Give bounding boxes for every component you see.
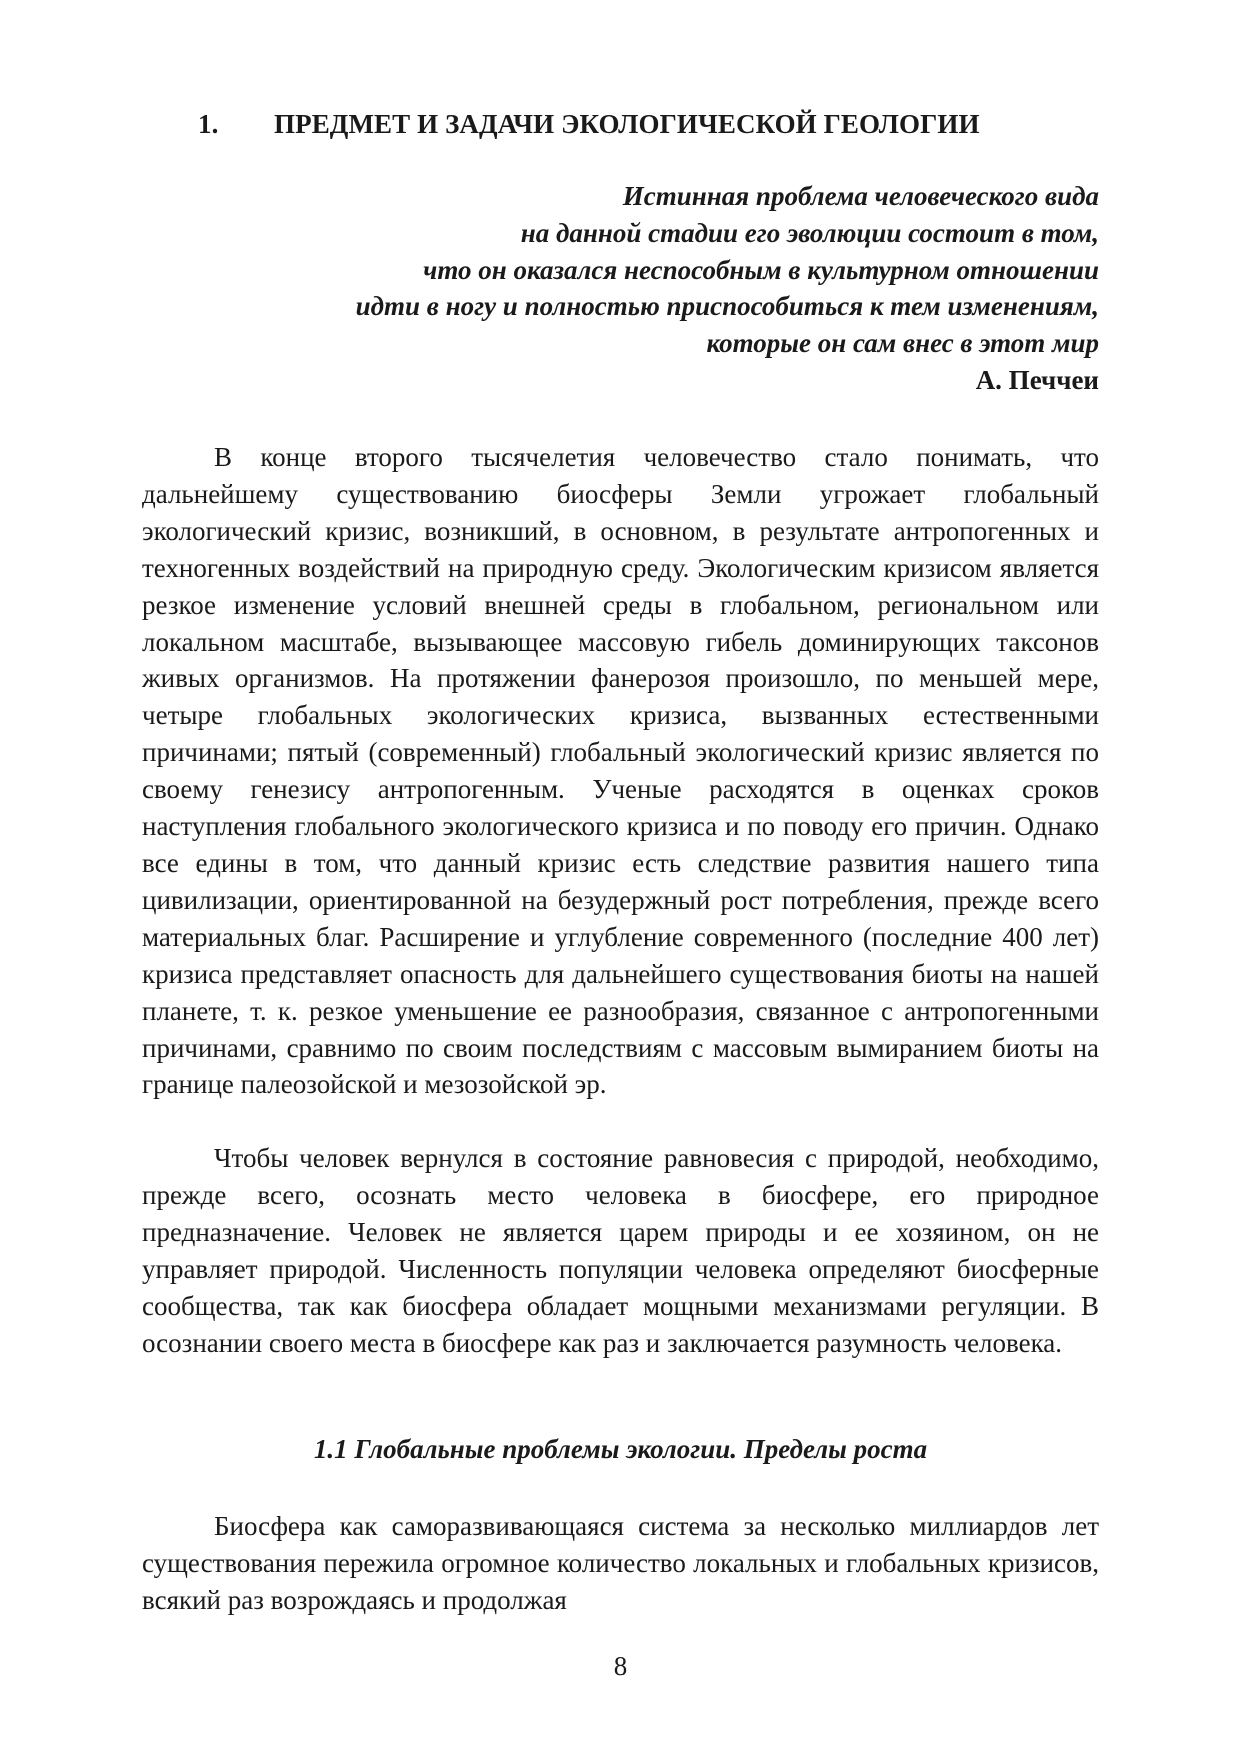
paragraph-text: Чтобы человек вернулся в состояние равновесия с природой, необходимо, прежде всего, осознать место человека в биосфере, его природное предназначение. Человек не является царем природы и ее хозяином, он не управляет природой. Численность популяции человека определяют биосферные сообщества, так как биосфера обладает мощными механизмами регуляции. В осознании своего места в биосфере как раз и заключается разумность человека.	[142, 1143, 1099, 1358]
page-number: 8	[613, 1651, 628, 1681]
body-paragraph-2	[142, 1140, 1099, 1361]
epigraph-line: идти в ногу и полностью приспособиться к тем изменениям,	[355, 291, 1099, 322]
body-paragraph-1	[142, 439, 1099, 1103]
section-paragraph	[142, 1508, 1099, 1619]
chapter-heading	[198, 104, 1098, 144]
epigraph-line: которые он сам внес в этот мир	[706, 328, 1099, 359]
chapter-title: ПРЕДМЕТ И ЗАДАЧИ ЭКОЛОГИЧЕСКОЙ ГЕОЛОГИИ	[274, 109, 980, 139]
section-subheading: 1.1 Глобальные проблемы экологии. Пределы роста	[313, 1434, 928, 1464]
chapter-number: 1.	[198, 109, 219, 139]
epigraph-author: А. Печчеи	[975, 364, 1099, 395]
paragraph-text: В конце второго тысячелетия человечество стало понимать, что дальнейшему существованию биосферы Земли угрожает глобальный экологический кризис, возникший, в основном, в результате антропогенных и техногенных воздействий на природную среду. Экологическим кризисом является резкое изменение условий внешней среды в глобальном, региональном или локальном масштабе, вызывающее массовую гибель доминирующих таксонов живых организмов. На протяжении фанерозоя произошло, по меньшей мере, четыре глобальных экологических кризиса, вызванных естественными причинами; пятый (современный) глобальный экологический кризис является по своему генезису антропогенным. Ученые расходятся в оценках сроков наступления глобального экологического кризиса и по поводу его причин. Однако все едины в том, что данный кризис есть следствие развития нашего типа цивилизации, ориентированной на безудержный рост потребления, прежде всего материальных благ. Расширение и углубление современного (последние 400 лет) кризиса представляет опасность для дальнейшего существования биоты на нашей планете, т. к. резкое уменьшение ее разнообразия, связанное с антропогенными причинами, сравнимо по своим последствиям с массовым вымиранием биоты на границе палеозойской и мезозойской эр.	[142, 442, 1099, 1100]
epigraph-line: на данной стадии его эволюции состоит в том,	[520, 217, 1099, 248]
paragraph-text: Биосфера как саморазвивающаяся система за несколько миллиардов лет существования пережила огромное количество локальных и глобальных кризисов, всякий раз возрождаясь и продолжая	[142, 1511, 1099, 1615]
epigraph-line: что он оказался неспособным в культурном отношении	[423, 254, 1099, 285]
epigraph	[139, 178, 1099, 399]
epigraph-line: Истинная проблема человеческого вида	[622, 181, 1099, 211]
